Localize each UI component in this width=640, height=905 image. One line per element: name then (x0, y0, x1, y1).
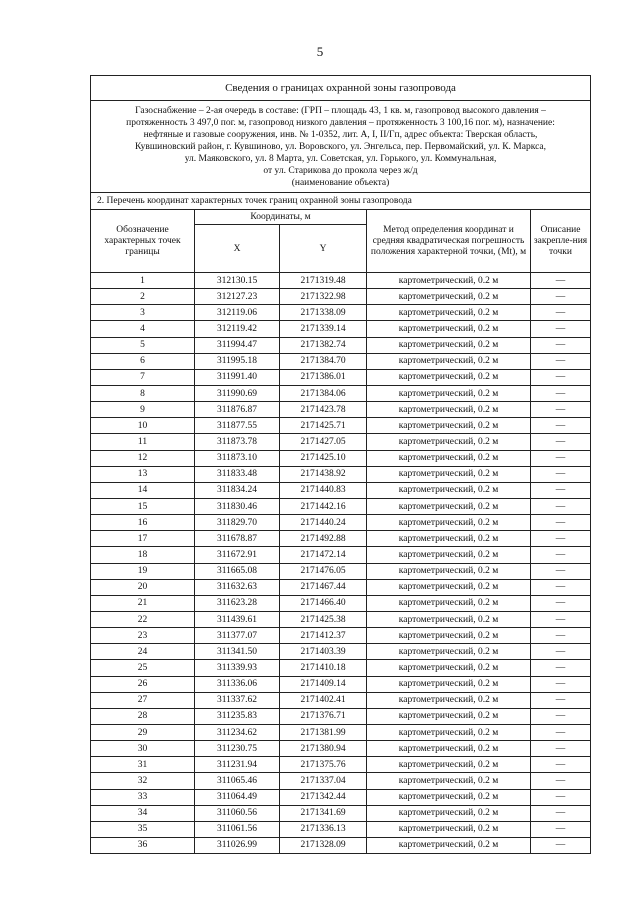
fixation-cell: — (531, 837, 591, 853)
header-method: Метод определения координат и средняя квадратическая погрешность положения характерной точки, (Mt), м (367, 210, 531, 273)
coord-x-cell: 311231.94 (195, 757, 280, 773)
point-number-cell: 18 (91, 547, 195, 563)
point-number-cell: 4 (91, 321, 195, 337)
fixation-cell: — (531, 563, 591, 579)
fixation-cell: — (531, 418, 591, 434)
method-cell: картометрический, 0.2 м (367, 708, 531, 724)
point-number-cell: 32 (91, 773, 195, 789)
coord-x-cell: 311235.83 (195, 708, 280, 724)
coord-x-cell: 311377.07 (195, 628, 280, 644)
page-number: 5 (316, 44, 324, 59)
coord-y-cell: 2171336.13 (280, 821, 367, 837)
coord-x-cell: 311834.24 (195, 482, 280, 498)
coord-x-cell: 311877.55 (195, 418, 280, 434)
point-number-cell: 31 (91, 757, 195, 773)
coord-y-cell: 2171425.71 (280, 418, 367, 434)
table-row (91, 805, 591, 821)
coord-x-cell: 311623.28 (195, 595, 280, 611)
method-cell: картометрический, 0.2 м (367, 305, 531, 321)
coord-y-cell: 2171466.40 (280, 595, 367, 611)
coord-x-cell: 311829.70 (195, 515, 280, 531)
point-number-cell: 17 (91, 531, 195, 547)
point-number-cell: 7 (91, 369, 195, 385)
point-number-cell: 27 (91, 692, 195, 708)
method-cell: картометрический, 0.2 м (367, 579, 531, 595)
header-fixation: Описание закрепле-ния точки (531, 210, 591, 273)
fixation-cell: — (531, 660, 591, 676)
point-number-cell: 21 (91, 595, 195, 611)
table-row (91, 628, 591, 644)
point-number-cell: 5 (91, 337, 195, 353)
coord-x-cell: 311665.08 (195, 563, 280, 579)
coord-x-cell: 311065.46 (195, 773, 280, 789)
coord-x-cell: 312130.15 (195, 273, 280, 289)
coord-y-cell: 2171492.88 (280, 531, 367, 547)
object-description-line: ул. Маяковского, ул. 8 Марта, ул. Советская, ул. Горького, ул. Коммунальная, (184, 153, 497, 164)
fixation-cell: — (531, 708, 591, 724)
coord-y-cell: 2171380.94 (280, 741, 367, 757)
coord-x-cell: 311064.49 (195, 789, 280, 805)
method-cell: картометрический, 0.2 м (367, 789, 531, 805)
table-row (91, 692, 591, 708)
fixation-cell: — (531, 773, 591, 789)
table-row (91, 660, 591, 676)
fixation-cell: — (531, 305, 591, 321)
coord-x-cell: 311060.56 (195, 805, 280, 821)
fixation-cell: — (531, 805, 591, 821)
method-cell: картометрический, 0.2 м (367, 773, 531, 789)
coord-y-cell: 2171382.74 (280, 337, 367, 353)
coord-y-cell: 2171322.98 (280, 289, 367, 305)
fixation-cell: — (531, 595, 591, 611)
point-number-cell: 9 (91, 402, 195, 418)
point-number-cell: 8 (91, 385, 195, 401)
coord-x-cell: 311439.61 (195, 611, 280, 627)
method-cell: картометрический, 0.2 м (367, 321, 531, 337)
fixation-cell: — (531, 450, 591, 466)
coord-y-cell: 2171341.69 (280, 805, 367, 821)
coord-y-cell: 2171440.83 (280, 482, 367, 498)
table-row (91, 450, 591, 466)
coord-x-cell: 311339.93 (195, 660, 280, 676)
fixation-cell: — (531, 741, 591, 757)
point-number-cell: 15 (91, 498, 195, 514)
header-x: X (195, 225, 280, 273)
header-y: Y (280, 225, 367, 273)
coord-x-cell: 311632.63 (195, 579, 280, 595)
fixation-cell: — (531, 402, 591, 418)
object-description-caption: (наименование объекта) (291, 177, 390, 188)
point-number-cell: 25 (91, 660, 195, 676)
table-row (91, 515, 591, 531)
point-number-cell: 6 (91, 353, 195, 369)
table-row (91, 466, 591, 482)
coord-y-cell: 2171339.14 (280, 321, 367, 337)
coord-x-cell: 311873.10 (195, 450, 280, 466)
coord-x-cell: 311994.47 (195, 337, 280, 353)
fixation-cell: — (531, 498, 591, 514)
table-row (91, 305, 591, 321)
method-cell: картометрический, 0.2 м (367, 273, 531, 289)
point-number-cell: 35 (91, 821, 195, 837)
header-point: Обозначение характерных точек границы (91, 210, 195, 273)
method-cell: картометрический, 0.2 м (367, 805, 531, 821)
method-cell: картометрический, 0.2 м (367, 402, 531, 418)
fixation-cell: — (531, 385, 591, 401)
coord-x-cell: 311876.87 (195, 402, 280, 418)
method-cell: картометрический, 0.2 м (367, 353, 531, 369)
table-row (91, 402, 591, 418)
table-row (91, 837, 591, 853)
coord-x-cell: 312119.42 (195, 321, 280, 337)
fixation-cell: — (531, 515, 591, 531)
point-number-cell: 30 (91, 741, 195, 757)
method-cell: картометрический, 0.2 м (367, 547, 531, 563)
point-number-cell: 22 (91, 611, 195, 627)
table-row (91, 563, 591, 579)
coord-y-cell: 2171384.06 (280, 385, 367, 401)
coord-x-cell: 311337.62 (195, 692, 280, 708)
fixation-cell: — (531, 353, 591, 369)
table-row (91, 273, 591, 289)
method-cell: картометрический, 0.2 м (367, 289, 531, 305)
method-cell: картометрический, 0.2 м (367, 741, 531, 757)
table-row (91, 547, 591, 563)
point-number-cell: 34 (91, 805, 195, 821)
method-cell: картометрический, 0.2 м (367, 434, 531, 450)
point-number-cell: 28 (91, 708, 195, 724)
method-cell: картометрический, 0.2 м (367, 676, 531, 692)
fixation-cell: — (531, 547, 591, 563)
coord-x-cell: 311873.78 (195, 434, 280, 450)
coord-x-cell: 311995.18 (195, 353, 280, 369)
method-cell: картометрический, 0.2 м (367, 837, 531, 853)
coord-y-cell: 2171440.24 (280, 515, 367, 531)
table-row (91, 579, 591, 595)
method-cell: картометрический, 0.2 м (367, 757, 531, 773)
method-cell: картометрический, 0.2 м (367, 337, 531, 353)
coord-y-cell: 2171409.14 (280, 676, 367, 692)
point-number-cell: 20 (91, 579, 195, 595)
method-cell: картометрический, 0.2 м (367, 515, 531, 531)
point-number-cell: 33 (91, 789, 195, 805)
coord-x-cell: 311061.56 (195, 821, 280, 837)
object-description (91, 101, 591, 193)
method-cell: картометрический, 0.2 м (367, 628, 531, 644)
table-row (91, 757, 591, 773)
fixation-cell: — (531, 321, 591, 337)
table-row (91, 531, 591, 547)
coord-x-cell: 311341.50 (195, 644, 280, 660)
section-title: 2. Перечень координат характерных точек границ охранной зоны газопровода (91, 193, 591, 210)
object-description-line: Кувшиновский район, г. Кувшиново, ул. Воровского, ул. Энгельса, пер. Первомайский, ул. К. Маркса, (135, 141, 546, 152)
coord-y-cell: 2171337.04 (280, 773, 367, 789)
point-number-cell: 26 (91, 676, 195, 692)
method-cell: картометрический, 0.2 м (367, 724, 531, 740)
coord-y-cell: 2171476.05 (280, 563, 367, 579)
method-cell: картометрический, 0.2 м (367, 482, 531, 498)
coord-x-cell: 311991.40 (195, 369, 280, 385)
table-row (91, 369, 591, 385)
coord-y-cell: 2171410.18 (280, 660, 367, 676)
coord-y-cell: 2171425.38 (280, 611, 367, 627)
method-cell: картометрический, 0.2 м (367, 821, 531, 837)
coord-y-cell: 2171319.48 (280, 273, 367, 289)
fixation-cell: — (531, 676, 591, 692)
object-description-line: Газоснабжение – 2-ая очередь в составе: (ГРП – площадь 43, 1 кв. м, газопровод высокого давления – (135, 105, 546, 116)
object-description-line: протяженность 3 497,0 пог. м, газопровод низкого давления – протяженность 3 100,16 пог. м), назначение: (126, 117, 555, 128)
table-row (91, 644, 591, 660)
coord-x-cell: 311678.87 (195, 531, 280, 547)
table-row (91, 482, 591, 498)
point-number-cell: 19 (91, 563, 195, 579)
coord-y-cell: 2171427.05 (280, 434, 367, 450)
fixation-cell: — (531, 724, 591, 740)
method-cell: картометрический, 0.2 м (367, 611, 531, 627)
coord-y-cell: 2171386.01 (280, 369, 367, 385)
table-row (91, 418, 591, 434)
point-number-cell: 14 (91, 482, 195, 498)
method-cell: картометрический, 0.2 м (367, 385, 531, 401)
table-row (91, 708, 591, 724)
table-row (91, 289, 591, 305)
table-row (91, 821, 591, 837)
fixation-cell: — (531, 821, 591, 837)
method-cell: картометрический, 0.2 м (367, 563, 531, 579)
object-description-line: от ул. Старикова до проколa через ж/д (263, 165, 418, 176)
point-number-cell: 12 (91, 450, 195, 466)
fixation-cell: — (531, 692, 591, 708)
table-row (91, 789, 591, 805)
point-number-cell: 3 (91, 305, 195, 321)
method-cell: картометрический, 0.2 м (367, 660, 531, 676)
coord-x-cell: 311830.46 (195, 498, 280, 514)
coord-y-cell: 2171403.39 (280, 644, 367, 660)
method-cell: картометрический, 0.2 м (367, 595, 531, 611)
table-row (91, 353, 591, 369)
point-number-cell: 23 (91, 628, 195, 644)
table-row (91, 321, 591, 337)
coord-y-cell: 2171438.92 (280, 466, 367, 482)
coord-x-cell: 312119.06 (195, 305, 280, 321)
point-number-cell: 29 (91, 724, 195, 740)
header-coordinates: Координаты, м (195, 210, 367, 225)
fixation-cell: — (531, 337, 591, 353)
fixation-cell: — (531, 482, 591, 498)
table-row (91, 741, 591, 757)
fixation-cell: — (531, 628, 591, 644)
table-row (91, 434, 591, 450)
fixation-cell: — (531, 369, 591, 385)
coord-x-cell: 311990.69 (195, 385, 280, 401)
fixation-cell: — (531, 531, 591, 547)
fixation-cell: — (531, 289, 591, 305)
object-description-line: нефтяные и газовые сооружения, инв. № 1-0352, лит. А, I, II/Гп, адрес объекта: Тверская область, (143, 129, 538, 140)
table-row (91, 773, 591, 789)
table-row (91, 611, 591, 627)
point-number-cell: 24 (91, 644, 195, 660)
table-row (91, 595, 591, 611)
coord-y-cell: 2171328.09 (280, 837, 367, 853)
fixation-cell: — (531, 644, 591, 660)
coord-y-cell: 2171467.44 (280, 579, 367, 595)
point-number-cell: 2 (91, 289, 195, 305)
point-number-cell: 1 (91, 273, 195, 289)
coord-x-cell: 311234.62 (195, 724, 280, 740)
fixation-cell: — (531, 579, 591, 595)
coord-x-cell: 311230.75 (195, 741, 280, 757)
table-row (91, 385, 591, 401)
coord-x-cell: 312127.23 (195, 289, 280, 305)
method-cell: картометрический, 0.2 м (367, 692, 531, 708)
method-cell: картометрический, 0.2 м (367, 498, 531, 514)
method-cell: картометрический, 0.2 м (367, 418, 531, 434)
coord-x-cell: 311336.06 (195, 676, 280, 692)
point-number-cell: 16 (91, 515, 195, 531)
table-row (91, 498, 591, 514)
method-cell: картометрический, 0.2 м (367, 466, 531, 482)
coord-y-cell: 2171338.09 (280, 305, 367, 321)
point-number-cell: 11 (91, 434, 195, 450)
method-cell: картометрический, 0.2 м (367, 369, 531, 385)
coord-y-cell: 2171412.37 (280, 628, 367, 644)
fixation-cell: — (531, 789, 591, 805)
fixation-cell: — (531, 611, 591, 627)
coord-x-cell: 311026.99 (195, 837, 280, 853)
coord-y-cell: 2171384.70 (280, 353, 367, 369)
point-number-cell: 13 (91, 466, 195, 482)
coord-y-cell: 2171342.44 (280, 789, 367, 805)
table-row (91, 676, 591, 692)
method-cell: картометрический, 0.2 м (367, 531, 531, 547)
boundary-coordinates-table (90, 75, 591, 854)
coord-y-cell: 2171442.16 (280, 498, 367, 514)
method-cell: картометрический, 0.2 м (367, 450, 531, 466)
fixation-cell: — (531, 757, 591, 773)
table-title: Сведения о границах охранной зоны газопровода (91, 76, 591, 101)
coord-y-cell: 2171472.14 (280, 547, 367, 563)
coord-x-cell: 311833.48 (195, 466, 280, 482)
coord-y-cell: 2171375.76 (280, 757, 367, 773)
point-number-cell: 36 (91, 837, 195, 853)
table-row (91, 337, 591, 353)
fixation-cell: — (531, 273, 591, 289)
method-cell: картометрический, 0.2 м (367, 644, 531, 660)
point-number-cell: 10 (91, 418, 195, 434)
coord-x-cell: 311672.91 (195, 547, 280, 563)
table-row (91, 724, 591, 740)
coord-y-cell: 2171423.78 (280, 402, 367, 418)
fixation-cell: — (531, 434, 591, 450)
fixation-cell: — (531, 466, 591, 482)
coord-y-cell: 2171376.71 (280, 708, 367, 724)
coord-y-cell: 2171381.99 (280, 724, 367, 740)
coord-y-cell: 2171425.10 (280, 450, 367, 466)
coord-y-cell: 2171402.41 (280, 692, 367, 708)
